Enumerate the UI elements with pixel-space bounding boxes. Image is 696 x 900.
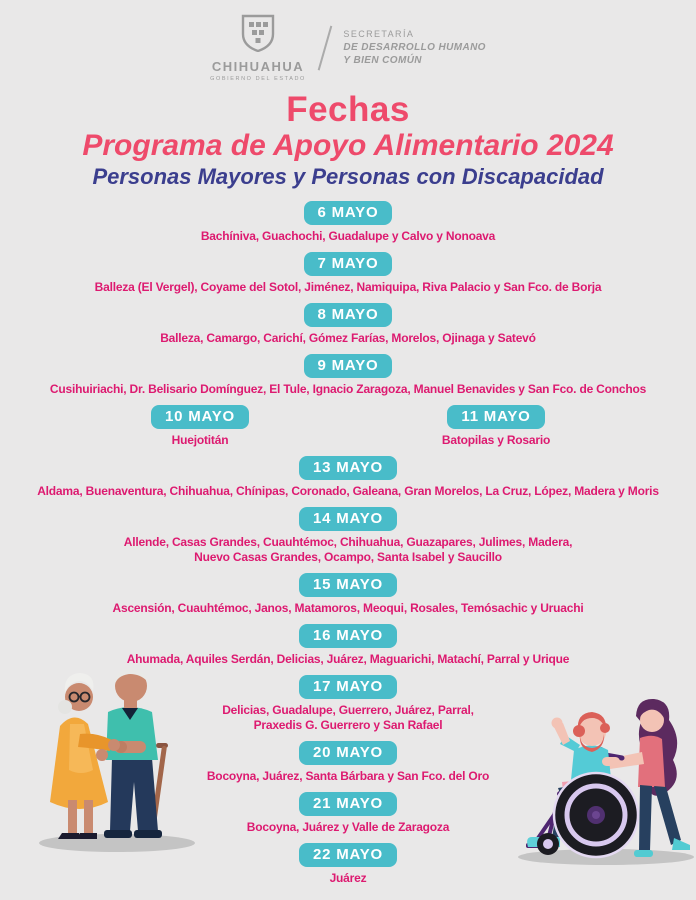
wheelchair-user-caregiver-illustration [504,654,694,874]
program-title: Programa de Apoyo Alimentario 2024 [82,129,614,163]
schedule-entry [160,303,536,346]
schedule-entry [348,405,644,448]
schedule-entry [50,354,646,397]
title-block [0,90,696,189]
municipalities-text: Balleza (El Vergel), Coyame del Sotol, Jiménez, Namiquipa, Riva Palacio y San Fco. de Borja [94,280,602,295]
date-badge: 20 MAYO [299,741,397,765]
state-logo [210,14,306,82]
schedule-entry [201,201,495,244]
schedule-two-column-row [52,405,644,448]
municipalities-text: Allende, Casas Grandes, Cuauhtémoc, Chihuahua, Guazapares, Julimes, Madera, Nuevo Casas Grandes, Ocampo, Santa Isabel y Saucillo [123,535,573,565]
municipalities-text: Ahumada, Aquiles Serdán, Delicias, Juárez, Maguarichi, Matachí, Parral y Urique [126,652,570,667]
schedule-entry [37,456,659,499]
schedule-entry [124,507,572,565]
date-badge: 7 MAYO [304,252,393,276]
date-badge: 14 MAYO [299,507,397,531]
chihuahua-shield-icon [241,14,275,57]
date-badge: 8 MAYO [304,303,393,327]
municipalities-text: Aldama, Buenaventura, Chihuahua, Chínipas, Coronado, Galeana, Gran Morelos, La Cruz, López, Madera y Moris [37,484,659,499]
header-divider [318,26,332,71]
municipalities-text: Bocoyna, Juárez y Valle de Zaragoza [246,820,450,835]
municipalities-text: Bocoyna, Juárez, Santa Bárbara y San Fco. del Oro [206,769,490,784]
municipalities-text: Batopilas y Rosario [441,433,551,448]
schedule-entry [222,675,474,733]
municipalities-text: Cusihuiriachi, Dr. Belisario Domínguez, El Tule, Ignacio Zaragoza, Manuel Benavides y San Fco. de Conchos [49,382,647,397]
schedule-entry [52,405,348,448]
date-badge: 9 MAYO [304,354,393,378]
municipalities-text: Huejotitán [171,433,229,448]
page-title: Fechas [286,90,410,129]
municipalities-text: Juárez [329,871,367,886]
secretariat-block [343,29,485,67]
municipalities-text: Ascensión, Cuauhtémoc, Janos, Matamoros, Meoqui, Rosales, Temósachic y Uruachi [112,601,584,616]
state-subtitle: GOBIERNO DEL ESTADO [210,76,306,82]
date-badge: 6 MAYO [304,201,393,225]
date-badge: 21 MAYO [299,792,397,816]
date-badge: 11 MAYO [447,405,544,429]
header [0,0,696,82]
schedule-entry [113,573,584,616]
schedule-entry [207,741,489,784]
schedule-entry [247,792,449,835]
date-badge: 10 MAYO [151,405,249,429]
schedule-entry [95,252,602,295]
municipalities-text: Delicias, Guadalupe, Guerrero, Juárez, Parral, Praxedis G. Guerrero y San Rafael [222,703,474,733]
date-badge: 15 MAYO [299,573,397,597]
audience-title: Personas Mayores y Personas con Discapacidad [92,163,604,189]
date-badge: 13 MAYO [299,456,397,480]
schedule-entry [299,843,397,886]
municipalities-text: Balleza, Camargo, Carichí, Gómez Farías, Morelos, Ojinaga y Satevó [160,331,536,346]
secretariat-line1: SECRETARÍA [343,28,415,39]
date-badge: 22 MAYO [299,843,397,867]
secretariat-line3: Y BIEN COMÚN [343,54,422,66]
state-name: CHIHUAHUA [211,59,305,74]
secretariat-line2: DE DESARROLLO HUMANO [343,42,486,54]
elderly-couple-illustration [22,650,202,860]
date-badge: 17 MAYO [299,675,397,699]
municipalities-text: Bachíniva, Guachochi, Guadalupe y Calvo y Nonoava [200,229,496,244]
date-badge: 16 MAYO [299,624,397,648]
